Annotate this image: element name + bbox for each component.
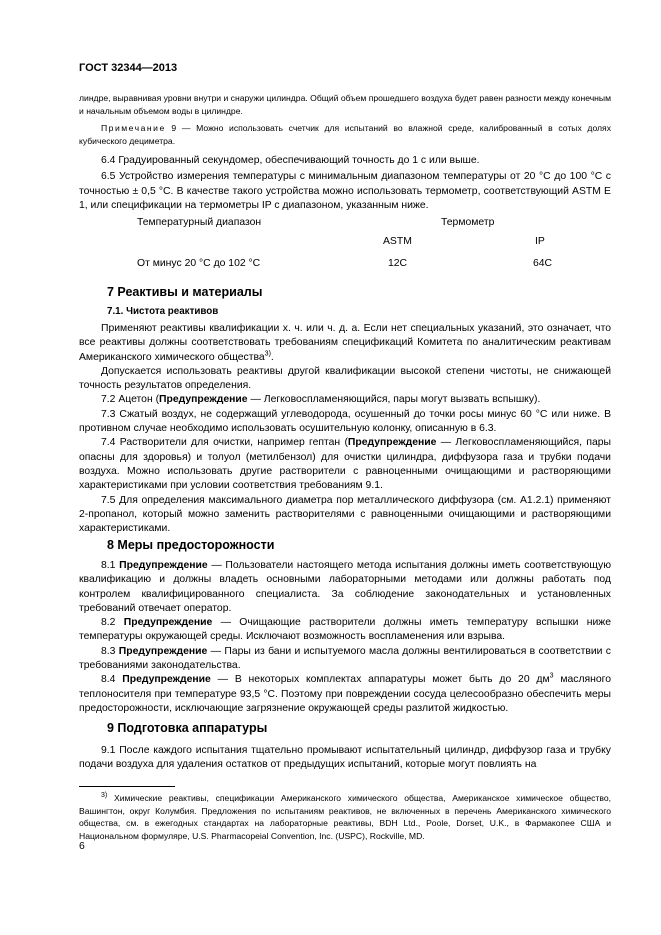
- paragraph-8-3-rest: — Пары из бани и испытуемого масла должны вентилироваться в соответствии с требованиями законодательства.: [79, 645, 611, 672]
- warning-label: Предупреждение: [118, 645, 208, 657]
- intro-text: линдре, выравнивая уровни внутри и снаружи цилиндра. Общий объем прошедшего воздуха будет равен разности между конечным и начальным объемом воды в цилиндре.: [79, 93, 611, 116]
- footnote-mark: 3): [101, 792, 108, 800]
- paragraph-7-4-rest: — Легковоспламеняющийся, пары опасны для здоровья) и толуол (метилбензол) для очистки цилиндра, диффузора газа и трубки подачи воздуха. Можно использовать другие растворители с равноценными очищающими и растворяющими характеристиками при условии соответствия требованиям 9.1.: [79, 437, 611, 492]
- paragraph-8-2-num: 8.2: [101, 617, 124, 629]
- section-7-1-title: 7.1. Чистота реактивов: [107, 306, 219, 317]
- warning-label: Предупреждение: [119, 560, 208, 571]
- table-subheader-astm: ASTM: [383, 236, 412, 247]
- section-9-body: [79, 744, 611, 773]
- note: [79, 122, 611, 147]
- footnote-body: Химические реактивы, спецификации Американского химического общества, Американское химическое общество, Вашингтон, округ Колумбия. Предложения по испытаниям реактивов, не включенных в перечень Американского химического общества, см. в ежегодных стандартах на лабораторные реактивы, BDH Ltd., Poole, Dorset, U.K., в Фармакопее США и Национальном формуляре, U.S. Pharmacopeial Convention, Inc. (USPC), Rockville, MD.: [79, 793, 611, 841]
- paragraph-8-3: [79, 645, 611, 674]
- paragraph-8-3-num: 8.3: [101, 645, 119, 657]
- section-9-title: 9 Подготовка аппаратуры: [107, 721, 268, 735]
- paragraph-8-4-end: масляного теплоносителя при температуре 93,5 °С. Поэтому при повреждении сосуда целесообразно обеспечить меры предосторожности, исключающие загрязнение окружающей среды разлитой жидкостью.: [79, 674, 611, 714]
- section-8-title: 8 Меры предосторожности: [107, 538, 275, 552]
- paragraph-8-1: [79, 559, 611, 616]
- superscript-3: 3: [549, 672, 554, 680]
- table-cell-range: От минус 20 °С до 102 °С: [137, 258, 261, 269]
- paragraph-7-2-rest: — Легковоспламеняющийся, пары могут вызвать вспышку).: [247, 394, 541, 406]
- section-6-block: [79, 154, 611, 213]
- paragraph-8-1-rest: — Пользователи настоящего метода испытания должны иметь соответствующую квалификацию и должны владеть основными лабораторными методами или должны работать под контролем квалифицированного специалиста. За соблюдение законодательных и установленных требований отвечает оператор.: [79, 560, 611, 614]
- footnote-separator: [79, 786, 175, 787]
- paragraph-8-4-rest: — В некоторых комплектах аппаратуры может быть до 20 дм: [210, 674, 550, 686]
- paragraph-7-1-end: .: [270, 351, 274, 363]
- paragraph-7-4-start: 7.4 Растворители для очистки, например гептан (: [101, 437, 348, 449]
- table-header-range: Температурный диапазон: [137, 217, 262, 228]
- paragraph-9-1: 9.1 После каждого испытания тщательно промывают испытательный цилиндр, диффузор газа и трубку подачи воздуха для удаления остатков от предыдущих испытаний, которые могут повлиять на: [79, 745, 611, 771]
- document-id: ГОСТ 32344—2013: [79, 62, 178, 74]
- warning-label: Предупреждение: [122, 674, 211, 686]
- section-8-body: [79, 559, 611, 716]
- note-label: Примечание: [101, 123, 166, 133]
- paragraph-7-4: [79, 436, 611, 493]
- warning-label: Предупреждение: [347, 437, 437, 449]
- paragraph-7-1-text: Применяют реактивы квалификации х. ч. или ч. д. а. Если нет специальных указаний, это означает, что все реактивы должны соответствовать требованиям спецификаций Комитета по аналитическим реактивам Американского химического общества: [79, 323, 611, 363]
- page-number: 6: [79, 841, 85, 852]
- section-7-title: 7 Реактивы и материалы: [107, 285, 263, 299]
- table-header-thermometer: Термометр: [441, 217, 495, 228]
- section-7-body: [79, 322, 611, 536]
- footnote-text: [79, 792, 611, 842]
- table-cell-ip: 64C: [533, 258, 553, 269]
- warning-label: Предупреждение: [159, 394, 248, 406]
- footnote: [79, 792, 611, 842]
- paragraph-8-4: [79, 673, 611, 716]
- paragraph-7-2: [79, 393, 611, 407]
- paragraph-7-1: [79, 322, 611, 365]
- paragraph-6-4: 6.4 Градуированный секундомер, обеспечивающий точность до 1 с или выше.: [101, 155, 480, 166]
- paragraph-7-3: 7.3 Сжатый воздух, не содержащий углеводорода, осушенный до точки росы минус 60 °С или ниже. В противном случае необходимо использовать осушительную колонку, описанную в 6.3.: [79, 408, 611, 435]
- table-subheader-ip: IP: [535, 236, 545, 247]
- footnote-ref: 3): [264, 350, 271, 358]
- paragraph-8-2-rest: — Очищающие растворители должны иметь температуру вспышки ниже температуры окружающей среды. Исключают возможность воспламенения или взрыва.: [79, 617, 611, 643]
- paragraph-8-4-num: 8.4: [101, 674, 123, 686]
- table-cell-astm: 12C: [388, 258, 408, 269]
- warning-label: Предупреждение: [123, 617, 213, 629]
- note-text: 9 — Можно использовать счетчик для испытаний во влажной среде, калиброванный в сотых долях кубического дециметра.: [79, 123, 611, 146]
- paragraph-7-5: 7.5 Для определения максимального диаметра пор металлического диффузора (см. А1.2.1) применяют 2-пропанол, который можно заменить растворителями с равноценными очищающими и растворяющими характеристиками.: [79, 494, 611, 535]
- paragraph-8-1-num: 8.1: [101, 560, 120, 571]
- paragraph-6-5: 6.5 Устройство измерения температуры с минимальным диапазоном температуры от 20 °С до 100 °С с точностью ± 0,5 °С. В качестве такого устройства можно использовать термометр, соответствующий ASTM E 1, или спецификации на термометры IP с диапазоном, указанным ниже.: [79, 171, 611, 211]
- paragraph-7-1-2: Допускается использовать реактивы другой квалификации высокой степени чистоты, не снижающей точность результатов определения.: [79, 365, 611, 392]
- paragraph-7-2-start: 7.2 Ацетон (: [101, 394, 160, 406]
- paragraph-8-2: [79, 616, 611, 645]
- intro-block: [79, 92, 611, 147]
